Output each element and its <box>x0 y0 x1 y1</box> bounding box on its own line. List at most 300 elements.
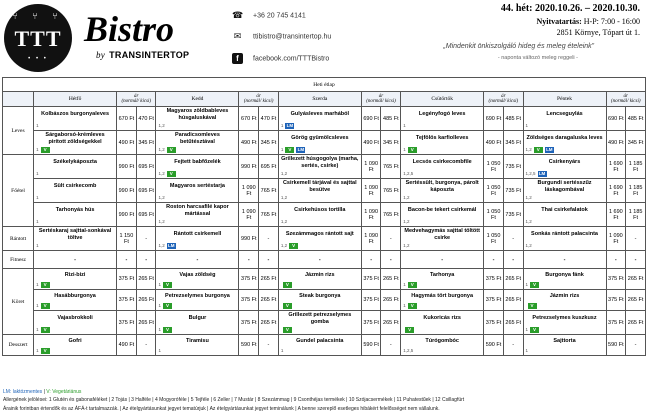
dish-tags <box>36 348 50 355</box>
empty-cell: - <box>381 251 401 269</box>
vegetarian-badge: V <box>41 282 50 288</box>
dish-cell[interactable] <box>156 107 239 131</box>
dish-tags <box>403 282 417 289</box>
day-header-row <box>3 92 646 107</box>
dish-cell[interactable] <box>156 203 239 227</box>
allergen-codes: 1 <box>36 281 39 287</box>
dish-tags <box>158 219 164 226</box>
price-small: - <box>259 335 279 356</box>
vegetarian-badge: V <box>530 282 539 288</box>
dish-cell[interactable] <box>401 290 484 311</box>
empty-cell: - <box>401 251 484 269</box>
contact-email[interactable]: ✉ ttibistro@transintertop.hu <box>233 31 332 41</box>
dish-cell[interactable] <box>156 290 239 311</box>
price-normal: 690 Ft <box>361 107 381 131</box>
dish-tags <box>36 123 39 130</box>
dish-tags <box>158 171 175 178</box>
dish-name: Kukoricás rizs <box>423 315 461 322</box>
lactose-free-badge: LM <box>538 170 546 176</box>
allergen-codes: 1,2 <box>280 218 288 224</box>
menu-row <box>3 107 646 131</box>
price-normal: 990 Ft <box>117 203 137 227</box>
dish-name: Tejfölös karfiolleves <box>415 135 469 142</box>
dish-cell[interactable] <box>34 203 117 227</box>
dish-name: Sonkás rántott palacsinta <box>531 231 598 238</box>
dish-name: Thai csirkefalatok <box>541 207 588 214</box>
vegetarian-badge: V <box>41 348 50 354</box>
dish-name: Gofri <box>68 337 82 344</box>
menu-row <box>3 131 646 155</box>
weekly-menu-table <box>2 77 646 356</box>
dish-name: Fejtett babfőzelék <box>174 159 221 166</box>
allergen-codes: 1 <box>36 218 39 224</box>
dish-name: Hasábburgonya <box>54 292 96 299</box>
allergen-codes: 1 <box>403 122 406 128</box>
dish-tags <box>403 327 414 334</box>
price-small: 265 Ft <box>381 311 401 335</box>
dish-name: Legényfogó leves <box>418 111 466 118</box>
category-label: Köret <box>3 269 34 335</box>
category-label: Leves <box>3 107 34 155</box>
dish-cell[interactable] <box>401 107 484 131</box>
menu-row <box>3 290 646 311</box>
dish-tags <box>158 195 164 202</box>
price-header-label: ár <box>256 94 261 99</box>
price-normal: 1 090 Ft <box>239 203 259 227</box>
price-normal: 590 Ft <box>606 335 626 356</box>
dish-cell[interactable] <box>34 155 117 179</box>
dish-tags <box>158 123 164 130</box>
dish-cell[interactable] <box>156 179 239 203</box>
empty-cell: - <box>34 251 117 269</box>
dish-cell[interactable] <box>523 290 606 311</box>
vegetarian-badge: V <box>283 282 292 288</box>
allergen-legend: Allergének jelölései: 1 Glutén és gabonaféléket | 2 Tojás | 3 Halféle | 4 Mogyoróféle | 5 Tejféle | 6 Zeller | 7 Mustár | 8 Szezámmag | 9 Csonthéjas termékek | 10 Szójacsermékek | 11 Puhatestűek | 12 Csillagfürt <box>3 397 465 403</box>
dish-name: Kolbászos burgonyaleves <box>41 111 110 118</box>
dish-tags <box>281 147 306 154</box>
dish-cell[interactable] <box>278 107 361 131</box>
price-small: 265 Ft <box>503 290 523 311</box>
dish-name: Magyaros sertéstarja <box>169 183 225 190</box>
price-small: 695 Ft <box>259 155 279 179</box>
dish-name: Grillezett petrezselymes gomba <box>288 312 352 325</box>
dish-tags <box>281 348 284 355</box>
dish-name: Gundel palacsinta <box>296 337 344 344</box>
dish-tags <box>281 123 295 130</box>
dish-tags <box>36 171 39 178</box>
vegetarian-badge: V <box>163 282 172 288</box>
price-small: 345 Ft <box>503 131 523 155</box>
category-label: Desszert <box>3 335 34 356</box>
dish-name: Sült csirkecomb <box>53 183 97 190</box>
price-normal: 590 Ft <box>239 335 259 356</box>
price-normal: 990 Ft <box>117 155 137 179</box>
price-small: - <box>626 227 646 251</box>
dish-name: Hagymás tört burgonya <box>411 292 474 299</box>
phone-icon: ☎ <box>232 10 244 20</box>
price-header <box>606 92 646 107</box>
price-small: 485 Ft <box>626 107 646 131</box>
vegetarian-badge: V <box>41 327 50 333</box>
price-normal: 990 Ft <box>117 179 137 203</box>
price-small: 485 Ft <box>503 107 523 131</box>
dish-tags <box>526 243 532 250</box>
dish-tags <box>403 348 413 355</box>
dish-tags <box>36 147 50 154</box>
price-header-sub: (normál/ kicsi) <box>488 99 519 104</box>
dish-cell[interactable] <box>401 179 484 203</box>
allergen-codes: 1 <box>403 146 406 152</box>
allergen-codes: 1,2 <box>158 146 165 152</box>
allergen-codes: 1 <box>158 347 161 353</box>
dish-cell[interactable] <box>156 227 239 251</box>
dish-cell[interactable] <box>34 290 117 311</box>
allergen-codes: 1 <box>403 302 406 308</box>
dish-name: Magyaros zöldbableves húsgaluskával <box>166 108 229 121</box>
price-normal: 990 Ft <box>239 227 259 251</box>
allergen-codes: 1 <box>158 326 161 332</box>
dish-cell[interactable] <box>401 203 484 227</box>
dish-tags <box>36 243 39 250</box>
price-normal: 1 050 Ft <box>484 179 504 203</box>
dish-tags <box>526 171 547 178</box>
empty-cell: - <box>156 251 239 269</box>
dish-cell[interactable] <box>156 131 239 155</box>
lactose-free-badge: LM <box>297 146 305 152</box>
price-small: 1 185 Ft <box>626 155 646 179</box>
vegetarian-badge: V <box>283 327 292 333</box>
price-normal: 1 050 Ft <box>484 155 504 179</box>
menu-row <box>3 251 646 269</box>
brand-company: by TRANSINTERTOP <box>96 50 190 60</box>
price-header-sub: (normál/ kicsi) <box>121 99 152 104</box>
dish-name: Túrógombóc <box>425 337 459 344</box>
price-small: 470 Ft <box>136 107 156 131</box>
dish-name: Tarhonya <box>429 271 455 278</box>
dish-cell[interactable] <box>278 335 361 356</box>
price-small: 735 Ft <box>503 203 523 227</box>
dish-tags <box>281 219 287 226</box>
allergen-codes: 1 <box>36 170 39 176</box>
price-small: 265 Ft <box>626 311 646 335</box>
dish-cell[interactable] <box>34 131 117 155</box>
dish-name: Tiramisu <box>186 337 209 344</box>
price-normal: 375 Ft <box>239 269 259 290</box>
allergen-codes: 1 <box>525 281 529 287</box>
price-normal: 490 Ft <box>361 131 381 155</box>
vegetarian-badge: V <box>408 303 417 309</box>
dish-cell[interactable] <box>34 269 117 290</box>
dish-tags <box>526 303 537 310</box>
dish-cell[interactable] <box>523 227 606 251</box>
dish-name: Paradicsomleves betűtésztával <box>174 132 220 145</box>
price-normal: 1 690 Ft <box>606 203 626 227</box>
dish-cell[interactable] <box>523 311 606 335</box>
menu-row <box>3 203 646 227</box>
dish-cell[interactable] <box>34 311 117 335</box>
price-header-label: ár <box>501 94 506 99</box>
price-normal: 375 Ft <box>606 290 626 311</box>
dish-name: Sertéskaraj sajttal-sonkával töltve <box>38 228 112 241</box>
price-normal: 1 050 Ft <box>484 227 504 251</box>
dish-name: Jázmin rizs <box>304 271 335 278</box>
day-header: Szerda <box>278 92 361 107</box>
empty-cell: - <box>278 251 361 269</box>
dish-tags <box>403 195 409 202</box>
dish-cell[interactable] <box>156 335 239 356</box>
dish-cell[interactable] <box>401 269 484 290</box>
dish-tags <box>403 147 417 154</box>
allergen-codes: 1 <box>36 242 39 248</box>
dish-name: Csirkemell tárjával és sajttal besütve <box>282 180 357 193</box>
dish-name: Csirkenyárs <box>548 159 581 166</box>
price-small: 265 Ft <box>259 290 279 311</box>
dish-name: Sárgaborsó-krémleves pirított zöldségekkel <box>45 132 105 145</box>
dish-name: Csirkehúsos tortilla <box>294 207 346 214</box>
category-label: Főétel <box>3 155 34 227</box>
dish-tags <box>36 327 50 334</box>
allergen-codes: 1,2 <box>403 242 410 248</box>
dish-tags <box>526 327 540 334</box>
price-normal: 490 Ft <box>117 335 137 356</box>
dish-cell[interactable] <box>278 131 361 155</box>
dish-cell[interactable] <box>34 227 117 251</box>
price-header-sub: (normál/ kicsi) <box>243 99 274 104</box>
dish-cell[interactable] <box>401 311 484 335</box>
dish-tags <box>526 219 532 226</box>
dish-name: Lecsós csirkecombfile <box>412 159 472 166</box>
dish-cell[interactable] <box>523 131 606 155</box>
price-normal: 375 Ft <box>117 269 137 290</box>
price-header-sub: (normál/ kicsi) <box>610 99 641 104</box>
allergen-codes: 1,2,5 <box>403 347 414 353</box>
dish-tags <box>526 123 529 130</box>
dish-name: Medvehagymás sajttal töltött csirke <box>404 228 480 241</box>
dish-cell[interactable] <box>278 311 361 335</box>
dish-tags <box>526 195 532 202</box>
dish-tags <box>281 327 292 334</box>
dish-cell[interactable] <box>278 203 361 227</box>
price-header <box>361 92 400 107</box>
price-small: 265 Ft <box>503 269 523 290</box>
price-normal: 1 090 Ft <box>239 179 259 203</box>
allergen-codes: 1 <box>280 122 284 128</box>
price-normal: 1 690 Ft <box>606 155 626 179</box>
dish-cell[interactable] <box>156 311 239 335</box>
vegetarian-badge: V <box>163 327 172 333</box>
dish-tags <box>158 243 175 250</box>
dish-cell[interactable] <box>278 155 361 179</box>
dish-name: Tarhonyás hús <box>55 207 95 214</box>
mail-icon: ✉ <box>233 31 242 41</box>
vegetarian-badge: V <box>283 303 292 309</box>
dish-tags <box>281 171 287 178</box>
allergen-codes: 1,2 <box>403 194 410 200</box>
price-small: 345 Ft <box>259 131 279 155</box>
allergen-codes: 1,2,5 <box>525 170 536 176</box>
dish-name: Steak burgonya <box>299 292 341 299</box>
dish-cell[interactable] <box>401 131 484 155</box>
allergen-codes: 1,2 <box>403 218 410 224</box>
menu-title: Heti étlap <box>3 78 646 92</box>
price-normal: 375 Ft <box>484 269 504 290</box>
allergen-codes: 1,2 <box>158 122 165 128</box>
dish-name: Petrezselymes burgonya <box>165 292 230 299</box>
contact-facebook[interactable]: f facebook.com/TTTBistro <box>232 53 329 64</box>
facebook-icon: f <box>232 53 243 64</box>
price-normal: 670 Ft <box>239 107 259 131</box>
opening-hours: Nyitvatartás: H-P: 7:00 - 16:00 <box>536 17 640 26</box>
price-normal: 590 Ft <box>361 335 381 356</box>
allergen-codes: 1 <box>36 302 39 308</box>
dish-cell[interactable] <box>34 107 117 131</box>
dish-name: Burgonya fánk <box>545 271 584 278</box>
dish-cell[interactable] <box>523 269 606 290</box>
menu-row <box>3 269 646 290</box>
price-small: 345 Ft <box>626 131 646 155</box>
allergen-codes: 1 <box>36 122 39 128</box>
dish-cell[interactable] <box>34 335 117 356</box>
vegetarian-badge: V <box>530 327 539 333</box>
price-normal: 375 Ft <box>606 269 626 290</box>
vegetarian-badge: V <box>163 303 172 309</box>
price-small: - <box>259 227 279 251</box>
allergen-codes: 1,2 <box>525 242 532 248</box>
price-header <box>117 92 156 107</box>
dish-cell[interactable] <box>523 107 606 131</box>
dish-name: Jázmin rizs <box>549 292 580 299</box>
empty-cell: - <box>606 251 626 269</box>
price-small: - <box>381 335 401 356</box>
price-normal: 1 090 Ft <box>361 179 381 203</box>
price-small: 470 Ft <box>259 107 279 131</box>
price-small: - <box>503 335 523 356</box>
price-normal: 1 690 Ft <box>606 179 626 203</box>
dish-tags <box>158 282 172 289</box>
dish-name: Vajasbrokkoli <box>57 315 93 322</box>
price-normal: 690 Ft <box>606 107 626 131</box>
dish-cell[interactable] <box>278 290 361 311</box>
vegetarian-badge: V <box>41 147 50 153</box>
dish-cell[interactable] <box>34 179 117 203</box>
dish-cell[interactable] <box>523 203 606 227</box>
empty-cell: - <box>239 251 259 269</box>
empty-cell: - <box>503 251 523 269</box>
allergen-codes: 1,2 <box>158 194 165 200</box>
dish-cell[interactable] <box>156 155 239 179</box>
dish-tags <box>158 348 161 355</box>
vegetarian-badge: V <box>289 243 298 249</box>
corner-cell <box>3 92 34 107</box>
price-normal: 990 Ft <box>239 155 259 179</box>
allergen-codes: 1 <box>525 326 529 332</box>
vegetarian-badge: V <box>408 147 417 153</box>
price-normal: 375 Ft <box>239 311 259 335</box>
price-header-label: ár <box>378 94 384 99</box>
dish-tags <box>281 195 287 202</box>
price-small: 265 Ft <box>381 269 401 290</box>
dish-name: Szezámmagos rántott sajt <box>285 231 354 238</box>
dish-tags <box>36 219 39 226</box>
price-small: 1 185 Ft <box>626 203 646 227</box>
allergen-codes: 1,2 <box>525 194 532 200</box>
dish-cell[interactable] <box>278 227 361 251</box>
dish-cell[interactable] <box>401 155 484 179</box>
price-small: 485 Ft <box>381 107 401 131</box>
price-normal: 490 Ft <box>239 131 259 155</box>
empty-cell: - <box>117 251 137 269</box>
logo-dots: • • • <box>28 56 48 62</box>
allergen-codes: 1 <box>36 146 39 152</box>
dish-name: Sertéssült, burgonya, párolt káposzta <box>405 180 479 193</box>
empty-cell: - <box>523 251 606 269</box>
dish-tags <box>403 243 409 250</box>
vegetarian-badge: V <box>167 147 176 153</box>
price-normal: 375 Ft <box>606 311 626 335</box>
price-normal: 1 090 Ft <box>361 155 381 179</box>
empty-cell: - <box>136 251 156 269</box>
price-normal: 375 Ft <box>361 269 381 290</box>
week-label: 44. hét: 2020.10.26. – 2020.10.30. <box>500 3 640 14</box>
empty-cell: - <box>484 251 504 269</box>
price-small: 265 Ft <box>136 290 156 311</box>
price-small: 695 Ft <box>136 155 156 179</box>
price-normal: 1 090 Ft <box>361 227 381 251</box>
vegetarian-badge: V <box>41 303 50 309</box>
dish-tags <box>403 303 417 310</box>
dish-cell[interactable] <box>401 335 484 356</box>
dish-cell[interactable] <box>401 227 484 251</box>
dish-name: Gulyásleves marhából <box>290 111 349 118</box>
empty-cell: - <box>626 251 646 269</box>
dish-tags <box>158 327 172 334</box>
dish-name: Burgundi sertésszűz láskagombával <box>537 180 592 193</box>
dish-cell[interactable] <box>156 269 239 290</box>
allergen-codes: 1,2 <box>158 170 165 176</box>
price-small: 265 Ft <box>136 311 156 335</box>
price-small: 345 Ft <box>136 131 156 155</box>
dish-cell[interactable] <box>523 179 606 203</box>
price-small: 265 Ft <box>136 269 156 290</box>
allergen-codes: 1 <box>158 302 161 308</box>
dish-tags <box>281 282 292 289</box>
price-small: - <box>503 227 523 251</box>
price-small: 265 Ft <box>259 269 279 290</box>
dish-cell[interactable] <box>278 269 361 290</box>
dish-name: Görög gyümölcsleves <box>291 135 349 142</box>
price-small: - <box>136 227 156 251</box>
menu-row <box>3 335 646 356</box>
allergen-codes: 1 <box>158 281 161 287</box>
dish-name: Lencseguylás <box>546 111 583 118</box>
dish-cell[interactable] <box>278 179 361 203</box>
allergen-codes: 1,2 <box>280 194 288 200</box>
dish-cell[interactable] <box>523 335 606 356</box>
dish-name: Petrezselymes kuszkusz <box>532 315 597 322</box>
dish-name: Rizi-bizi <box>64 271 86 278</box>
dish-tags <box>36 282 50 289</box>
menu-row <box>3 155 646 179</box>
allergen-codes: 1,2 <box>158 242 165 248</box>
price-normal: 1 050 Ft <box>484 203 504 227</box>
allergen-codes: 1,2,5 <box>403 170 414 176</box>
price-small: 265 Ft <box>259 311 279 335</box>
price-normal: 490 Ft <box>606 131 626 155</box>
price-small: 265 Ft <box>626 290 646 311</box>
dish-cell[interactable] <box>523 155 606 179</box>
price-small: 265 Ft <box>626 269 646 290</box>
allergen-codes: 1 <box>403 281 406 287</box>
